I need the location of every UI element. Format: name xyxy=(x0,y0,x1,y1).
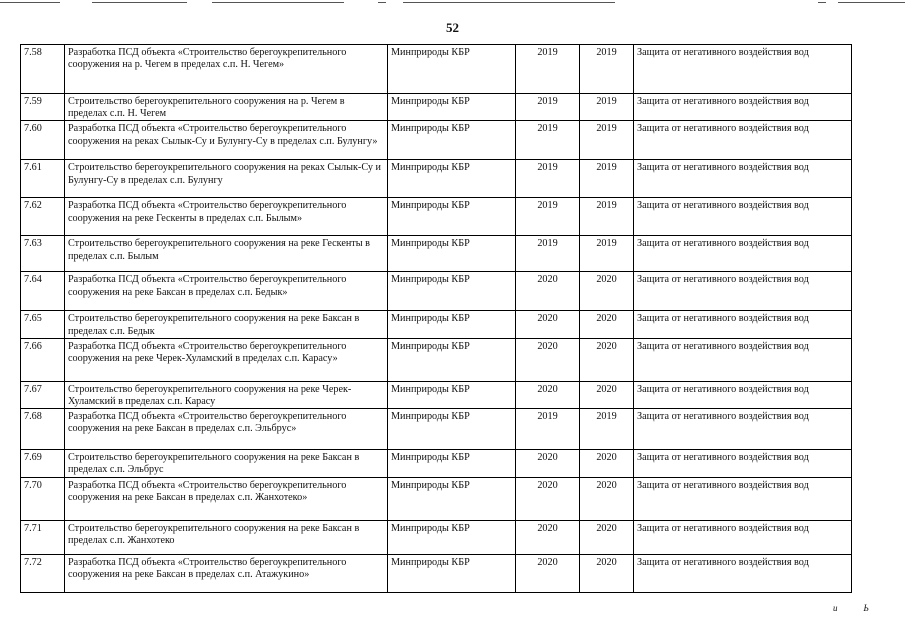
expected-result-cell: Защита от негативного воздействия вод xyxy=(634,409,852,450)
table-row xyxy=(21,338,852,381)
measure-name-cell: Разработка ПСД объекта «Строительство берегоукрепительного сооружения на реке Баксан в пределах с.п. Жанхотеко» xyxy=(65,477,388,520)
end-year-cell: 2019 xyxy=(580,198,634,236)
end-year-cell: 2019 xyxy=(580,160,634,198)
footer-marks xyxy=(833,603,895,613)
responsible-org-cell: Минприроды КБР xyxy=(388,477,516,520)
table-row xyxy=(21,520,852,554)
end-year-cell: 2020 xyxy=(580,554,634,592)
top-scan-line xyxy=(92,2,187,3)
table-row xyxy=(21,381,852,408)
end-year-cell: 2019 xyxy=(580,236,634,272)
measure-name-cell: Разработка ПСД объекта «Строительство берегоукрепительного сооружения на реках Сылык-Су и Булунгу-Су в пределах с.п. Булунгу» xyxy=(65,121,388,160)
row-number-cell: 7.61 xyxy=(21,160,65,198)
start-year-cell: 2020 xyxy=(516,272,580,311)
row-number-cell: 7.64 xyxy=(21,272,65,311)
table-row xyxy=(21,45,852,94)
row-number-cell: 7.68 xyxy=(21,409,65,450)
top-scan-line xyxy=(212,2,344,3)
table-row xyxy=(21,554,852,592)
start-year-cell: 2020 xyxy=(516,450,580,477)
start-year-cell: 2020 xyxy=(516,311,580,338)
expected-result-cell: Защита от негативного воздействия вод xyxy=(634,554,852,592)
responsible-org-cell: Минприроды КБР xyxy=(388,311,516,338)
row-number-cell: 7.71 xyxy=(21,520,65,554)
row-number-cell: 7.66 xyxy=(21,338,65,381)
expected-result-cell: Защита от негативного воздействия вод xyxy=(634,45,852,94)
row-number-cell: 7.58 xyxy=(21,45,65,94)
measure-name-cell: Строительство берегоукрепительного сооружения на реках Сылык-Су и Булунгу-Су в пределах с.п. Булунгу xyxy=(65,160,388,198)
expected-result-cell: Защита от негативного воздействия вод xyxy=(634,94,852,121)
table-body xyxy=(21,45,852,593)
measure-name-cell: Строительство берегоукрепительного сооружения на реке Гескенты в пределах с.п. Былым xyxy=(65,236,388,272)
measures-table xyxy=(20,44,852,593)
responsible-org-cell: Минприроды КБР xyxy=(388,409,516,450)
start-year-cell: 2020 xyxy=(516,554,580,592)
end-year-cell: 2020 xyxy=(580,381,634,408)
measure-name-cell: Разработка ПСД объекта «Строительство берегоукрепительного сооружения на реке Гескенты в пределах с.п. Былым» xyxy=(65,198,388,236)
footer-mark: Ь xyxy=(863,603,869,613)
table-row xyxy=(21,94,852,121)
end-year-cell: 2020 xyxy=(580,338,634,381)
expected-result-cell: Защита от негативного воздействия вод xyxy=(634,450,852,477)
row-number-cell: 7.65 xyxy=(21,311,65,338)
start-year-cell: 2020 xyxy=(516,520,580,554)
expected-result-cell: Защита от негативного воздействия вод xyxy=(634,121,852,160)
expected-result-cell: Защита от негативного воздействия вод xyxy=(634,381,852,408)
responsible-org-cell: Минприроды КБР xyxy=(388,94,516,121)
row-number-cell: 7.72 xyxy=(21,554,65,592)
table-row xyxy=(21,409,852,450)
measure-name-cell: Разработка ПСД объекта «Строительство берегоукрепительного сооружения на реке Баксан в пределах с.п. Бедык» xyxy=(65,272,388,311)
table-row xyxy=(21,450,852,477)
row-number-cell: 7.67 xyxy=(21,381,65,408)
responsible-org-cell: Минприроды КБР xyxy=(388,160,516,198)
end-year-cell: 2019 xyxy=(580,409,634,450)
start-year-cell: 2019 xyxy=(516,160,580,198)
responsible-org-cell: Минприроды КБР xyxy=(388,554,516,592)
top-scan-line xyxy=(818,2,826,3)
top-scan-line xyxy=(838,2,905,3)
top-scan-line xyxy=(403,2,615,3)
responsible-org-cell: Минприроды КБР xyxy=(388,236,516,272)
start-year-cell: 2019 xyxy=(516,94,580,121)
responsible-org-cell: Минприроды КБР xyxy=(388,45,516,94)
measure-name-cell: Строительство берегоукрепительного сооружения на р. Чегем в пределах с.п. Н. Чегем xyxy=(65,94,388,121)
top-scan-line xyxy=(0,2,60,3)
expected-result-cell: Защита от негативного воздействия вод xyxy=(634,520,852,554)
responsible-org-cell: Минприроды КБР xyxy=(388,121,516,160)
measure-name-cell: Разработка ПСД объекта «Строительство берегоукрепительного сооружения на реке Черек-Хуламский в пределах с.п. Карасу» xyxy=(65,338,388,381)
responsible-org-cell: Минприроды КБР xyxy=(388,450,516,477)
row-number-cell: 7.63 xyxy=(21,236,65,272)
start-year-cell: 2019 xyxy=(516,236,580,272)
responsible-org-cell: Минприроды КБР xyxy=(388,520,516,554)
table-row xyxy=(21,121,852,160)
measure-name-cell: Строительство берегоукрепительного сооружения на реке Баксан в пределах с.п. Эльбрус xyxy=(65,450,388,477)
row-number-cell: 7.59 xyxy=(21,94,65,121)
responsible-org-cell: Минприроды КБР xyxy=(388,198,516,236)
page-number: 52 xyxy=(446,20,459,35)
start-year-cell: 2019 xyxy=(516,121,580,160)
row-number-cell: 7.69 xyxy=(21,450,65,477)
table-row xyxy=(21,236,852,272)
responsible-org-cell: Минприроды КБР xyxy=(388,272,516,311)
start-year-cell: 2020 xyxy=(516,477,580,520)
start-year-cell: 2020 xyxy=(516,381,580,408)
end-year-cell: 2019 xyxy=(580,121,634,160)
top-scan-line xyxy=(378,2,386,3)
expected-result-cell: Защита от негативного воздействия вод xyxy=(634,311,852,338)
measure-name-cell: Разработка ПСД объекта «Строительство берегоукрепительного сооружения на реке Баксан в пределах с.п. Атажукино» xyxy=(65,554,388,592)
end-year-cell: 2020 xyxy=(580,311,634,338)
expected-result-cell: Защита от негативного воздействия вод xyxy=(634,160,852,198)
table-row xyxy=(21,477,852,520)
start-year-cell: 2019 xyxy=(516,409,580,450)
responsible-org-cell: Минприроды КБР xyxy=(388,338,516,381)
end-year-cell: 2019 xyxy=(580,45,634,94)
end-year-cell: 2019 xyxy=(580,94,634,121)
row-number-cell: 7.70 xyxy=(21,477,65,520)
expected-result-cell: Защита от негативного воздействия вод xyxy=(634,236,852,272)
start-year-cell: 2019 xyxy=(516,45,580,94)
expected-result-cell: Защита от негативного воздействия вод xyxy=(634,338,852,381)
start-year-cell: 2020 xyxy=(516,338,580,381)
footer-mark: и xyxy=(833,603,838,613)
measure-name-cell: Разработка ПСД объекта «Строительство берегоукрепительного сооружения на реке Баксан в пределах с.п. Эльбрус» xyxy=(65,409,388,450)
table-row xyxy=(21,160,852,198)
table-row xyxy=(21,311,852,338)
measure-name-cell: Строительство берегоукрепительного сооружения на реке Черек-Хуламский в пределах с.п. Карасу xyxy=(65,381,388,408)
measure-name-cell: Строительство берегоукрепительного сооружения на реке Баксан в пределах с.п. Жанхотеко xyxy=(65,520,388,554)
expected-result-cell: Защита от негативного воздействия вод xyxy=(634,272,852,311)
row-number-cell: 7.62 xyxy=(21,198,65,236)
expected-result-cell: Защита от негативного воздействия вод xyxy=(634,198,852,236)
end-year-cell: 2020 xyxy=(580,477,634,520)
responsible-org-cell: Минприроды КБР xyxy=(388,381,516,408)
row-number-cell: 7.60 xyxy=(21,121,65,160)
end-year-cell: 2020 xyxy=(580,520,634,554)
end-year-cell: 2020 xyxy=(580,272,634,311)
table-row xyxy=(21,272,852,311)
measure-name-cell: Разработка ПСД объекта «Строительство берегоукрепительного сооружения на р. Чегем в пределах с.п. Н. Чегем» xyxy=(65,45,388,94)
end-year-cell: 2020 xyxy=(580,450,634,477)
start-year-cell: 2019 xyxy=(516,198,580,236)
expected-result-cell: Защита от негативного воздействия вод xyxy=(634,477,852,520)
table-row xyxy=(21,198,852,236)
measure-name-cell: Строительство берегоукрепительного сооружения на реке Баксан в пределах с.п. Бедык xyxy=(65,311,388,338)
